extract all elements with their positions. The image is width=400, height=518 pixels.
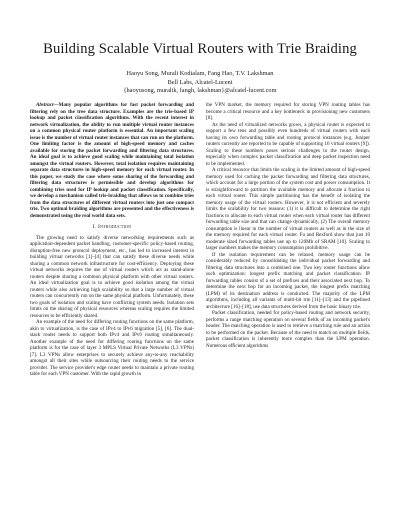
paragraph: An example of the need for differing routing functions on the same platform, akin to virtualization, is the case of IPv4 to IPv6 migration [5], [6]. The dual-stack router needs to support both IPv4 and IPv6 routing simultaneously. Another example of the need for differing routing functions on the same platform is for the case of layer 3 MPLS Virtual Private Networks (L3 VPNs) [7]. L3 VPNs allow enterprises to securely achieve any-to-any reachability amongst all their sites while outsourcing their routing needs to the service provider. The service provider's edge router needs to maintain a private routing table for each VPN customer. With the rapid growth in <box>30 319 194 377</box>
paragraph: A critical resource that limits the scaling is the limited amount of high-speed memory used for caching the packet forwarding and filtering data structures, which account for a large portion of the system cost and power consumption. It is straightforward to partition the available memory and allocate a fraction to each virtual router. This simple partitioning has the benefit of isolating the memory usage of the virtual routers. However, it is not efficient and severely limits the scalability for two reasons: (1) it is difficult to determine the right fractions to allocate to each virtual router when each virtual router has different forwarding table size and that can change dynamically, (2) The overall memory consumption is linear in the number of virtual routers as well as in the size of the memory required for each virtual router. Fu and Rexford show that just 10 moderate sized forwarding tables use up to 120Mb of SRAM [10]. Scaling to larger numbers makes the memory consumption prohibitive. <box>206 167 370 251</box>
paragraph: Packet classification, needed for policy-based routing and network security, performs a range matching operation on several fields of an incoming packet's header. The matching operation is used to retrieve a matching rule and an action to be performed on the packet. Because of the need to match on multiple fields, packet classification is inherently more complex than the LPM operation. Numerous efficient algorithms <box>206 310 370 349</box>
section-heading-introduction: I. Introduction <box>92 224 132 230</box>
paragraph: As the need of virtualized networks grows, a physical router is expected to support a few tens and possibly even hundreds of virtual routers with each having its own forwarding table and routing protocol instances (e.g. Juniper routers currently are reported to be capable of supporting 16 virtual routers [9]). Scaling to these numbers poses serious challenges to the router design, especially when complex packet classification and deep packet inspection need to be implemented. <box>206 121 370 167</box>
right-column <box>206 102 370 378</box>
paragraph: The growing need to satisfy diverse networking requirements such as application-dependent packet handling, customer-specific policy-based routing, disruption-free new protocol deployment, etc., has led to increased interest in building virtual networks [1]–[4] that can satisfy these diverse needs while sharing a common network infrastructure for cost-efficiency. Deploying these virtual networks requires the use of virtual routers which act as stand-alone routers despite sharing a common physical platform with other virtual routers. An ideal virtualization goal is to achieve good isolation among the virtual routers while also achieving high scalability so that a large number of virtual routers can concurrently run on the same physical platform. Unfortunately, these two goals of isolation and scaling have conflicting system needs. Isolation sets limits on the sharing of physical resources whereas scaling requires the limited resources to be efficiently shared. <box>30 234 194 319</box>
author-block <box>30 70 370 96</box>
paragraph: the VPN market, the memory required for storing VPN routing tables has become a critical resource and a key bottleneck in provisioning new customers [8]. <box>206 102 370 121</box>
author-affiliation: Bell Labs, Alcatel-Lucent <box>167 78 233 86</box>
paragraph: If the isolation requirement can be relaxed, memory usage can be considerably reduced by consolidating the individual packet forwarding and filtering data structures into a combined one. Two key router functions allow such optimization: longest prefix matching and packet classification. IP forwarding tables consist of a set of prefixes and their associated next hop. To determine the next hop for an incoming packet, the longest prefix matching (LPM) of its destination address is conducted. The majority of the LPM algorithms, including all variants of multi-bit trie [11]–[13] and the pipelined architecture [16]–[18], use data structures derived from the basic binary trie. <box>206 251 370 310</box>
body-columns <box>30 102 370 378</box>
abstract-label: Abstract <box>36 102 54 108</box>
author-names: Haoyu Song, Murali Kodialam, Fang Hao, T.V. Lakshman <box>126 70 274 77</box>
paper-title: Building Scalable Virtual Routers with Trie Braiding <box>43 41 357 57</box>
abstract <box>30 102 194 219</box>
abstract-text: —Many popular algorithms for fast packet forwarding and filtering rely on the tree data structure. Examples are the trie-based IP lookup and packet classification algorithms. With the recent interest in network virtualization, the ability to run multiple virtual router instances on a common physical router platform is essential. An important scaling issue is the number of virtual router instances that can run on the platform. One limiting factor is the amount of high-speed memory and caches available for storing the packet forwarding and filtering data structures. An ideal goal is to achieve good scaling while maintaining total isolation amongst the virtual routers. However, total isolation requires maintaining separate data structures in high-speed memory for each virtual router. In this paper, we study the case where some sharing of the forwarding and filtering data structures is permissible and develop algorithms for combining tries used for IP lookup and packet classification. Specifically, we develop a mechanism called trie-braiding that allows us to combine tries from the data structures of different virtual routers into just one compact trie. Two optimal braiding algorithms are presented and the effectiveness is demonstrated using the real world data sets. <box>30 102 194 219</box>
author-emails: {haoyusong, muralik, fangh, lakshman}@alcatel-lucent.com <box>123 87 277 95</box>
left-column <box>30 102 194 378</box>
